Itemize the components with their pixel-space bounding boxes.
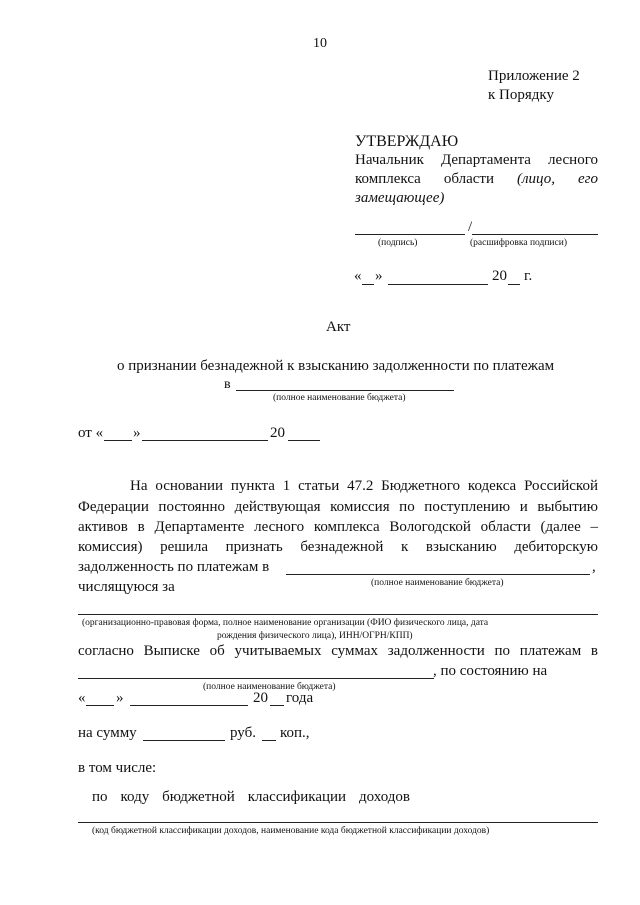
revenue-code-caption: (код бюджетной классификации доходов, наименование кода бюджетной классификации доходов) — [92, 826, 490, 836]
approve-word: лесного — [548, 152, 598, 168]
signature-decode-caption: (расшифровка подписи) — [470, 238, 567, 248]
approve-word: (лицо, — [516, 171, 555, 187]
approve-date-day-line — [362, 284, 374, 285]
approve-word: области — [443, 171, 494, 187]
statement-date-close-quote: » — [116, 690, 124, 706]
organization-caption-1: (организационно-правовая форма, полное наименование организации (ФИО физического лица, дата — [82, 618, 489, 628]
body-line-4: комиссия) решила признать безнадежной к взысканию дебиторскую — [78, 539, 598, 555]
rubles-label: руб. — [230, 725, 256, 741]
statement-date-year: 20 — [253, 690, 268, 706]
kopecks-label: коп., — [280, 725, 310, 741]
by-code-label: по коду бюджетной классификации доходов — [92, 789, 410, 805]
approve-word: комплекса — [355, 171, 421, 187]
approve-position-line2 — [355, 171, 598, 188]
sum-kopecks-line — [262, 740, 276, 741]
organization-caption-2: рождения физического лица), ИНН/ОГРН/КПП) — [217, 631, 413, 641]
page-number: 10 — [313, 36, 327, 51]
sum-label: на сумму — [78, 725, 137, 741]
act-title: Акт — [326, 319, 351, 335]
statement-date-month-line — [130, 705, 248, 706]
signature-caption: (подпись) — [378, 238, 418, 248]
approve-position-line3: замещающее) — [355, 190, 445, 206]
sum-rubles-line — [143, 740, 225, 741]
statement-date-day-line — [86, 705, 114, 706]
signature-decode-line — [472, 234, 598, 235]
body-line-3: активов в Департаменте лесного комплекса Вологодской области (далее – — [78, 519, 598, 535]
approve-word: его — [577, 171, 598, 187]
body-line-1: На основании пункта 1 статьи 47.2 Бюджетного кодекса Российской — [130, 478, 598, 494]
budget-name-line-3 — [78, 678, 434, 679]
budget-caption: (полное наименование бюджета) — [273, 393, 406, 403]
approve-date-open-quote: « — [354, 268, 362, 284]
appendix-reference: к Порядку — [488, 87, 554, 103]
budget-name-line — [236, 390, 454, 391]
approve-date-month-line — [388, 284, 488, 285]
budget-caption-2: (полное наименование бюджета) — [371, 578, 504, 588]
act-date-year: 20 — [270, 425, 285, 441]
statement-date-open-quote: « — [78, 690, 86, 706]
body-line-2: Федерации постоянно действующая комиссия по поступлению и выбытию — [78, 499, 598, 515]
statement-line: согласно Выписке об учитываемых суммах задолженности по платежам в — [78, 643, 598, 659]
act-date-day-line — [104, 440, 132, 441]
approve-word: Департамента — [440, 152, 531, 168]
approve-date-year-line — [508, 284, 520, 285]
revenue-code-line — [78, 822, 598, 823]
body-line-5-comma: , — [592, 559, 596, 575]
owed-by-label: числящуюся за — [78, 579, 175, 595]
signature-line — [355, 234, 465, 235]
approve-date-year: 20 — [492, 268, 507, 284]
act-date-year-line — [288, 440, 320, 441]
as-of-label: , по состоянию на — [433, 663, 548, 679]
signature-slash: / — [468, 219, 473, 235]
act-date-prefix: от « — [78, 425, 104, 441]
organization-line — [78, 614, 598, 615]
appendix-label: Приложение 2 — [488, 68, 580, 84]
act-subject: о признании безнадежной к взысканию задолженности по платежам — [117, 358, 555, 374]
statement-date-year-line — [270, 705, 284, 706]
including-label: в том числе: — [78, 760, 157, 776]
act-date-month-line — [142, 440, 268, 441]
approve-heading: УТВЕРЖДАЮ — [355, 133, 459, 150]
budget-caption-3: (полное наименование бюджета) — [203, 682, 336, 692]
approve-position-line1 — [355, 152, 598, 169]
approve-date-suffix: г. — [524, 268, 533, 284]
body-line-5: задолженность по платежам в — [78, 559, 270, 575]
statement-date-suffix: года — [286, 690, 314, 706]
approve-date-close-quote: » — [375, 268, 383, 284]
act-date-close-quote: » — [133, 425, 141, 441]
act-in-prefix: в — [224, 377, 231, 392]
budget-name-line-2 — [286, 574, 590, 575]
approve-word: Начальник — [355, 152, 424, 168]
